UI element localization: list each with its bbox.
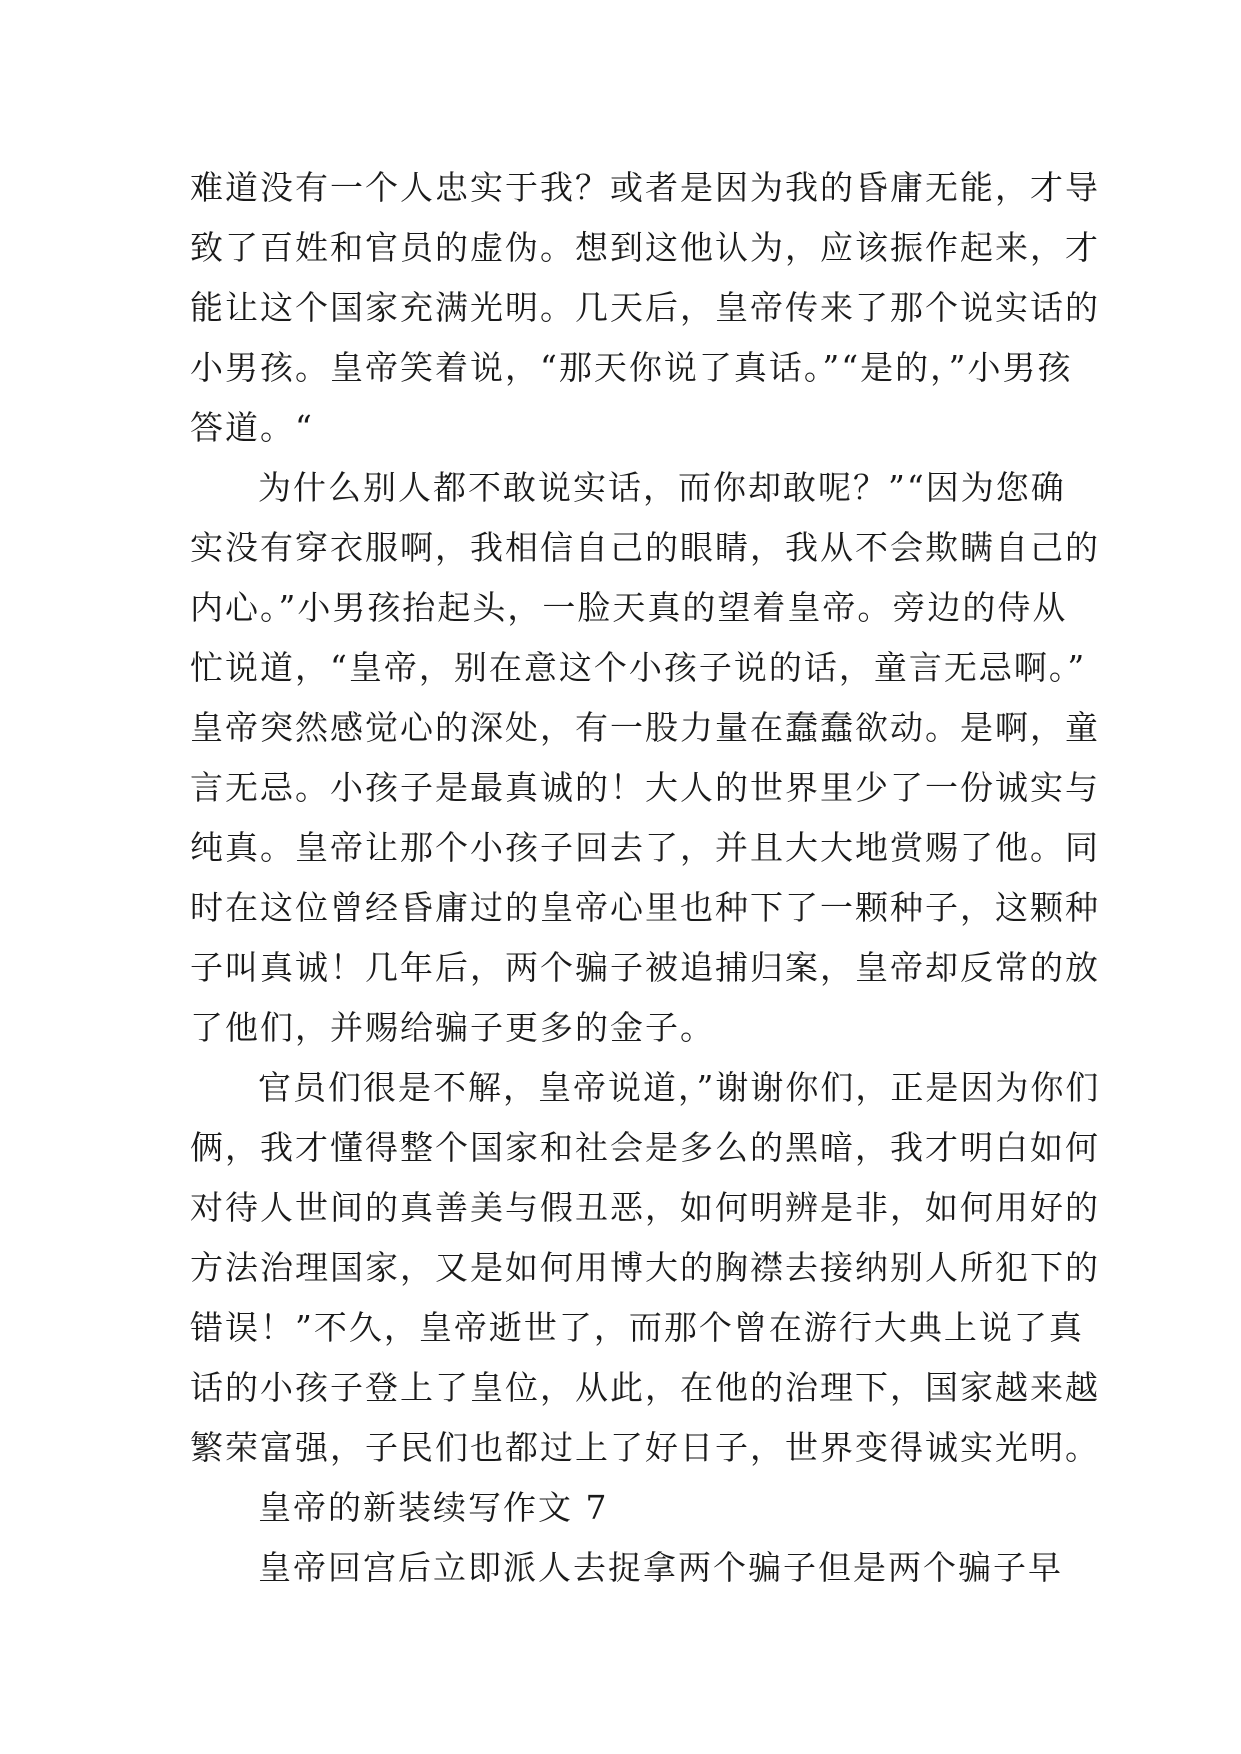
text-line-10: 皇帝突然感觉心的深处，有一股力量在蠢蠢欲动。是啊，童: [190, 708, 1100, 747]
text-line-15: 了他们，并赐给骗子更多的金子。: [190, 1008, 715, 1047]
text-line-4: 小男孩。皇帝笑着说，“那天你说了真话。”“是的，”小男孩: [190, 348, 1073, 387]
text-line-21: 话的小孩子登上了皇位，从此，在他的治理下，国家越来越: [190, 1368, 1100, 1407]
text-line-11: 言无忌。小孩子是最真诚的！大人的世界里少了一份诚实与: [190, 768, 1100, 807]
text-line-17: 俩，我才懂得整个国家和社会是多么的黑暗，我才明白如何: [190, 1128, 1100, 1167]
text-line-19: 方法治理国家，又是如何用博大的胸襟去接纳别人所犯下的: [190, 1248, 1100, 1287]
text-line-16: 官员们很是不解，皇帝说道，”谢谢你们，正是因为你们: [258, 1068, 1101, 1107]
text-line-22: 繁荣富强，子民们也都过上了好日子，世界变得诚实光明。: [190, 1428, 1100, 1467]
section-heading: 皇帝的新装续写作文 7: [258, 1488, 609, 1527]
text-line-18: 对待人世间的真善美与假丑恶，如何明辨是非，如何用好的: [190, 1188, 1100, 1227]
text-line-24: 皇帝回宫后立即派人去捉拿两个骗子但是两个骗子早: [258, 1548, 1063, 1587]
text-line-6: 为什么别人都不敢说实话，而你却敢呢？”“因为您确: [258, 468, 1066, 507]
text-line-9: 忙说道，“皇帝，别在意这个小孩子说的话，童言无忌啊。”: [190, 648, 1087, 687]
text-line-8: 内心。”小男孩抬起头，一脸天真的望着皇帝。旁边的侍从: [190, 588, 1068, 627]
text-line-20: 错误！”不久，皇帝逝世了，而那个曾在游行大典上说了真: [190, 1308, 1084, 1347]
text-line-3: 能让这个国家充满光明。几天后，皇帝传来了那个说实话的: [190, 288, 1100, 327]
body-text: [190, 158, 1101, 1598]
text-line-12: 纯真。皇帝让那个小孩子回去了，并且大大地赏赐了他。同: [190, 828, 1100, 867]
text-line-5: 答道。“: [190, 408, 314, 447]
text-line-13: 时在这位曾经昏庸过的皇帝心里也种下了一颗种子，这颗种: [190, 888, 1100, 927]
text-line-1: 难道没有一个人忠实于我？或者是因为我的昏庸无能，才导: [190, 168, 1100, 207]
text-line-14: 子叫真诚！几年后，两个骗子被追捕归案，皇帝却反常的放: [190, 948, 1100, 987]
text-line-2: 致了百姓和官员的虚伪。想到这他认为，应该振作起来，才: [190, 228, 1100, 267]
text-line-7: 实没有穿衣服啊，我相信自己的眼睛，我从不会欺瞒自己的: [190, 528, 1100, 567]
